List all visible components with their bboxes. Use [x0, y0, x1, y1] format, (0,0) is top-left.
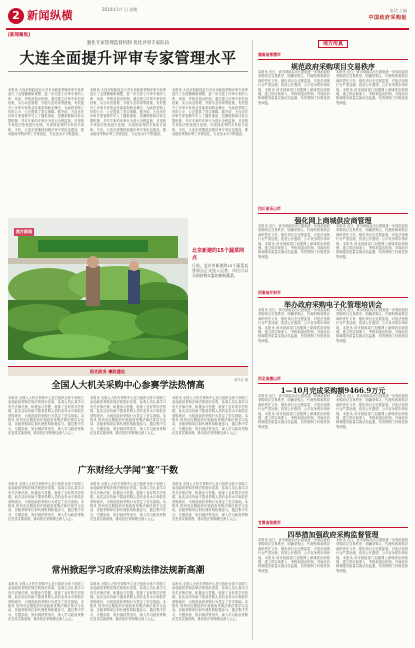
- right-article-5: [258, 520, 408, 539]
- photo-caption: [192, 248, 248, 382]
- section-bar: [8, 366, 248, 376]
- article-3-col-2: 本报讯 全国人大机关采购中心近日组织全体干部职工参加政府采购法律法规知识竞赛，参赛人员认真学习有关法律法规，积极参与答题，展现了良好的学法热情。此次活动有助于提高采购人员的业务水平和依法采购意识，为规范政府采购行为奠定了坚实基础。本报讯 常州市近期组织开展政府采购法律法规学习活动，各级采购单位和代理机构积极参与，通过集中学习、专题讲座、知识测试等形式，深入学习政府采购法及其实施条例，推动依法采购理念深入人心。: [90, 582, 166, 622]
- right-article-4-label: 河北省唐山市: [258, 376, 408, 384]
- article-1-col-3: 本报讯 全国人大机关采购中心近日组织全体干部职工参加政府采购法律法规知识竞赛，参赛人员认真学习有关法律法规，积极参与答题，展现了良好的学法热情。此次活动有助于提高采购人员的业务水平和依法采购意识，为规范政府采购行为奠定了坚实基础。本报讯 常州市近期组织开展政府采购法律法规学习活动，各级采购单位和代理机构积极参与，通过集中学习、专题讲座、知识测试等形式，深入学习政府采购法及其实施条例，推动依法采购理念深入人心。: [172, 396, 248, 436]
- right-article-4-title: 1—10月完成采购额9466.9万元: [280, 386, 386, 395]
- right-article-1-title: 规范政府采购项目交易秩序: [291, 62, 375, 71]
- photo-label: 图片新闻: [16, 229, 32, 234]
- section-logo-text: 新闻纵横: [27, 9, 73, 22]
- right-article-1-col-1: 本报讯 近日，该市财政局出台措施进一步规范政府采购项目交易秩序，明确采购人、代理机构和供应商的责任义务，强化项目全过程监管，对违法违规行为严肃处理，营造公开透明、公平竞争的市场环境。本报讯 该市财政部门加强网上商城供应商管理，建立供应商准入、考核和退出机制，对商品价格和服务质量实施动态监测，有效遏制了价格虚高等问题。: [258, 70, 330, 105]
- article-1-col-2: 本报讯 全国人大机关采购中心近日组织全体干部职工参加政府采购法律法规知识竞赛，参赛人员认真学习有关法律法规，积极参与答题，展现了良好的学法热情。此次活动有助于提高采购人员的业务水平和依法采购意识，为规范政府采购行为奠定了坚实基础。本报讯 常州市近期组织开展政府采购法律法规学习活动，各级采购单位和代理机构积极参与，通过集中学习、专题讲座、知识测试等形式，深入学习政府采购法及其实施条例，推动依法采购理念深入人心。: [90, 396, 166, 436]
- right-article-3-label: 河南省开封市: [258, 290, 408, 298]
- caption-title: 北京新建的15个蔬菜网点: [192, 248, 244, 261]
- column-tag: [新闻聚焦]: [8, 33, 31, 38]
- right-article-2-col-1: 本报讯 近日，该市财政局出台措施进一步规范政府采购项目交易秩序，明确采购人、代理机构和供应商的责任义务，强化项目全过程监管，对违法违规行为严肃处理，营造公开透明、公平竞争的市场环境。本报讯 该市财政部门加强网上商城供应商管理，建立供应商准入、考核和退出机制，对商品价格和服务质量实施动态监测，有效遏制了价格虚高等问题。: [258, 224, 330, 259]
- logo-badge-icon: 2: [8, 8, 24, 24]
- article-2-col-2: 本报讯 全国人大机关采购中心近日组织全体干部职工参加政府采购法律法规知识竞赛，参赛人员认真学习有关法律法规，积极参与答题，展现了良好的学法热情。此次活动有助于提高采购人员的业务水平和依法采购意识，为规范政府采购行为奠定了坚实基础。本报讯 常州市近期组织开展政府采购法律法规学习活动，各级采购单位和代理机构积极参与，通过集中学习、专题讲座、知识测试等形式，深入学习政府采购法及其实施条例，推动依法采购理念深入人心。: [90, 482, 166, 522]
- lead-body-col-2: 本报讯 大连市财政局近日对全市政府采购评审专家库进行了全面梳理和调整，进一步完善了评审专家的入库、培训、考核及退出机制。通过建立评审专家信用档案、实行动态管理、开展专业培训等措施，有效提升了评审专家的业务素质和职业操守，为政府采购工作的公平、公正提供了坚实保障。据介绍，大连市在评审专家管理中引入了随机抽取、回避制度和评价反馈机制，并对专家的评审行为进行全程监督。对违规专家依法依规进行处理，对表现优秀的专家给予表彰。今后，大连市将继续加强评审专家队伍建设，推动政府采购评审工作规范化、专业化水平不断提高。: [90, 88, 166, 137]
- news-photo: [8, 218, 188, 360]
- lead-article-header: [8, 40, 248, 72]
- article-2-col-3: 本报讯 全国人大机关采购中心近日组织全体干部职工参加政府采购法律法规知识竞赛，参赛人员认真学习有关法律法规，积极参与答题，展现了良好的学法热情。此次活动有助于提高采购人员的业务水平和依法采购意识，为规范政府采购行为奠定了坚实基础。本报讯 常州市近期组织开展政府采购法律法规学习活动，各级采购单位和代理机构积极参与，通过集中学习、专题讲座、知识测试等形式，深入学习政府采购法及其实施条例，推动依法采购理念深入人心。: [172, 482, 248, 522]
- right-column-label: [258, 40, 408, 47]
- newspaper-brand: 中国政府采购报: [368, 15, 407, 21]
- right-article-2-label: 四川省乐山市: [258, 206, 408, 214]
- right-article-2-col-2: 本报讯 近日，该市财政局出台措施进一步规范政府采购项目交易秩序，明确采购人、代理机构和供应商的责任义务，强化项目全过程监管，对违法违规行为严肃处理，营造公开透明、公平竞争的市场环境。本报讯 该市财政部门加强网上商城供应商管理，建立供应商准入、考核和退出机制，对商品价格和服务质量实施动态监测，有效遏制了价格虚高等问题。: [336, 224, 408, 259]
- contact-line: 电话 主编: [389, 8, 407, 13]
- article-2-col-1: 本报讯 全国人大机关采购中心近日组织全体干部职工参加政府采购法律法规知识竞赛，参赛人员认真学习有关法律法规，积极参与答题，展现了良好的学法热情。此次活动有助于提高采购人员的业务水平和依法采购意识，为规范政府采购行为奠定了坚实基础。本报讯 常州市近期组织开展政府采购法律法规学习活动，各级采购单位和代理机构积极参与，通过集中学习、专题讲座、知识测试等形式，深入学习政府采购法及其实施条例，推动依法采购理念深入人心。: [8, 482, 84, 522]
- issue-meta: 2014年1月 日 星期: [102, 7, 138, 12]
- right-article-2-title: 强化网上商城供应商管理: [294, 216, 372, 225]
- lead-headline: 大连全面提升评审专家管理水平: [19, 49, 237, 67]
- masthead: [6, 4, 409, 42]
- right-article-5-col-1: 本报讯 近日，该市财政局出台措施进一步规范政府采购项目交易秩序，明确采购人、代理机构和供应商的责任义务，强化项目全过程监管，对违法违规行为严肃处理，营造公开透明、公平竞争的市场环境。本报讯 该市财政部门加强网上商城供应商管理，建立供应商准入、考核和退出机制，对商品价格和服务质量实施动态监测，有效遏制了价格虚高等问题。: [258, 538, 330, 573]
- photo-credit: 新华社 摄: [234, 378, 248, 382]
- right-article-3-title: 举办政府采购电子化管理培训会: [284, 300, 382, 309]
- article-headline-1: 全国人大机关采购中心参赛学法热情高: [51, 381, 205, 391]
- right-article-5-col-2: 本报讯 近日，该市财政局出台措施进一步规范政府采购项目交易秩序，明确采购人、代理机构和供应商的责任义务，强化项目全过程监管，对违法违规行为严肃处理，营造公开透明、公平竞争的市场环境。本报讯 该市财政部门加强网上商城供应商管理，建立供应商准入、考核和退出机制，对商品价格和服务质量实施动态监测，有效遏制了价格虚高等问题。: [336, 538, 408, 573]
- right-article-1-label: 湖南省常德市: [258, 52, 408, 60]
- masthead-rule: [6, 28, 409, 30]
- right-article-3: [258, 290, 408, 309]
- section-bar-label: 阳光政务 廉政建设: [90, 369, 125, 374]
- right-column-label-text: 地方传真: [318, 40, 348, 48]
- right-article-4-col-1: 本报讯 近日，该市财政局出台措施进一步规范政府采购项目交易秩序，明确采购人、代理机构和供应商的责任义务，强化项目全过程监管，对违法违规行为严肃处理，营造公开透明、公平竞争的市场环境。本报讯 该市财政部门加强网上商城供应商管理，建立供应商准入、考核和退出机制，对商品价格和服务质量实施动态监测，有效遏制了价格虚高等问题。: [258, 394, 330, 429]
- right-article-3-col-1: 本报讯 近日，该市财政局出台措施进一步规范政府采购项目交易秩序，明确采购人、代理机构和供应商的责任义务，强化项目全过程监管，对违法违规行为严肃处理，营造公开透明、公平竞争的市场环境。本报讯 该市财政部门加强网上商城供应商管理，建立供应商准入、考核和退出机制，对商品价格和服务质量实施动态监测，有效遏制了价格虚高等问题。: [258, 308, 330, 343]
- right-article-5-title: 四举措加强政府采购监督管理: [287, 530, 379, 539]
- article-headline-3: 常州掀起学习政府采购法律法规新高潮: [51, 566, 205, 576]
- right-article-5-label: 甘肃省张掖市: [258, 520, 408, 528]
- right-article-2: [258, 206, 408, 225]
- masthead-right: [257, 8, 407, 21]
- lead-kicker: 强化专家管理监督机制 优化评审专家队伍: [86, 41, 170, 46]
- lead-body-col-1: 本报讯 大连市财政局近日对全市政府采购评审专家库进行了全面梳理和调整，进一步完善了评审专家的入库、培训、考核及退出机制。通过建立评审专家信用档案、实行动态管理、开展专业培训等措施，有效提升了评审专家的业务素质和职业操守，为政府采购工作的公平、公正提供了坚实保障。据介绍，大连市在评审专家管理中引入了随机抽取、回避制度和评价反馈机制，并对专家的评审行为进行全程监督。对违规专家依法依规进行处理，对表现优秀的专家给予表彰。今后，大连市将继续加强评审专家队伍建设，推动政府采购评审工作规范化、专业化水平不断提高。: [8, 88, 84, 137]
- right-article-1: [258, 52, 408, 71]
- right-article-3-col-2: 本报讯 近日，该市财政局出台措施进一步规范政府采购项目交易秩序，明确采购人、代理机构和供应商的责任义务，强化项目全过程监管，对违法违规行为严肃处理，营造公开透明、公平竞争的市场环境。本报讯 该市财政部门加强网上商城供应商管理，建立供应商准入、考核和退出机制，对商品价格和服务质量实施动态监测，有效遏制了价格虚高等问题。: [336, 308, 408, 343]
- article-headline-2: 广东财经大学闻“宴”干数: [77, 466, 179, 476]
- right-article-1-col-2: 本报讯 近日，该市财政局出台措施进一步规范政府采购项目交易秩序，明确采购人、代理机构和供应商的责任义务，强化项目全过程监管，对违法违规行为严肃处理，营造公开透明、公平竞争的市场环境。本报讯 该市财政部门加强网上商城供应商管理，建立供应商准入、考核和退出机制，对商品价格和服务质量实施动态监测，有效遏制了价格虚高等问题。: [336, 70, 408, 105]
- article-3-col-1: 本报讯 全国人大机关采购中心近日组织全体干部职工参加政府采购法律法规知识竞赛，参赛人员认真学习有关法律法规，积极参与答题，展现了良好的学法热情。此次活动有助于提高采购人员的业务水平和依法采购意识，为规范政府采购行为奠定了坚实基础。本报讯 常州市近期组织开展政府采购法律法规学习活动，各级采购单位和代理机构积极参与，通过集中学习、专题讲座、知识测试等形式，深入学习政府采购法及其实施条例，推动依法采购理念深入人心。: [8, 582, 84, 622]
- right-article-4-col-2: 本报讯 近日，该市财政局出台措施进一步规范政府采购项目交易秩序，明确采购人、代理机构和供应商的责任义务，强化项目全过程监管，对违法违规行为严肃处理，营造公开透明、公平竞争的市场环境。本报讯 该市财政部门加强网上商城供应商管理，建立供应商准入、考核和退出机制，对商品价格和服务质量实施动态监测，有效遏制了价格虚高等问题。: [336, 394, 408, 429]
- right-article-4: [258, 376, 408, 395]
- lead-article-body: [8, 88, 248, 216]
- caption-text: 日前，北京市新建的15个蔬菜直营网点正式投入运营，市民可以买到价格实惠的新鲜蔬菜。: [192, 263, 248, 278]
- lead-body-col-3: 本报讯 大连市财政局近日对全市政府采购评审专家库进行了全面梳理和调整，进一步完善了评审专家的入库、培训、考核及退出机制。通过建立评审专家信用档案、实行动态管理、开展专业培训等措施，有效提升了评审专家的业务素质和职业操守，为政府采购工作的公平、公正提供了坚实保障。据介绍，大连市在评审专家管理中引入了随机抽取、回避制度和评价反馈机制，并对专家的评审行为进行全程监督。对违规专家依法依规进行处理，对表现优秀的专家给予表彰。今后，大连市将继续加强评审专家队伍建设，推动政府采购评审工作规范化、专业化水平不断提高。: [172, 88, 248, 137]
- vegetable-market-photo: [8, 218, 188, 360]
- column-divider: [252, 40, 253, 640]
- article-1-col-1: 本报讯 全国人大机关采购中心近日组织全体干部职工参加政府采购法律法规知识竞赛，参赛人员认真学习有关法律法规，积极参与答题，展现了良好的学法热情。此次活动有助于提高采购人员的业务水平和依法采购意识，为规范政府采购行为奠定了坚实基础。本报讯 常州市近期组织开展政府采购法律法规学习活动，各级采购单位和代理机构积极参与，通过集中学习、专题讲座、知识测试等形式，深入学习政府采购法及其实施条例，推动依法采购理念深入人心。: [8, 396, 84, 436]
- article-3-col-3: 本报讯 全国人大机关采购中心近日组织全体干部职工参加政府采购法律法规知识竞赛，参赛人员认真学习有关法律法规，积极参与答题，展现了良好的学法热情。此次活动有助于提高采购人员的业务水平和依法采购意识，为规范政府采购行为奠定了坚实基础。本报讯 常州市近期组织开展政府采购法律法规学习活动，各级采购单位和代理机构积极参与，通过集中学习、专题讲座、知识测试等形式，深入学习政府采购法及其实施条例，推动依法采购理念深入人心。: [172, 582, 248, 622]
- headline-rule: [8, 71, 248, 72]
